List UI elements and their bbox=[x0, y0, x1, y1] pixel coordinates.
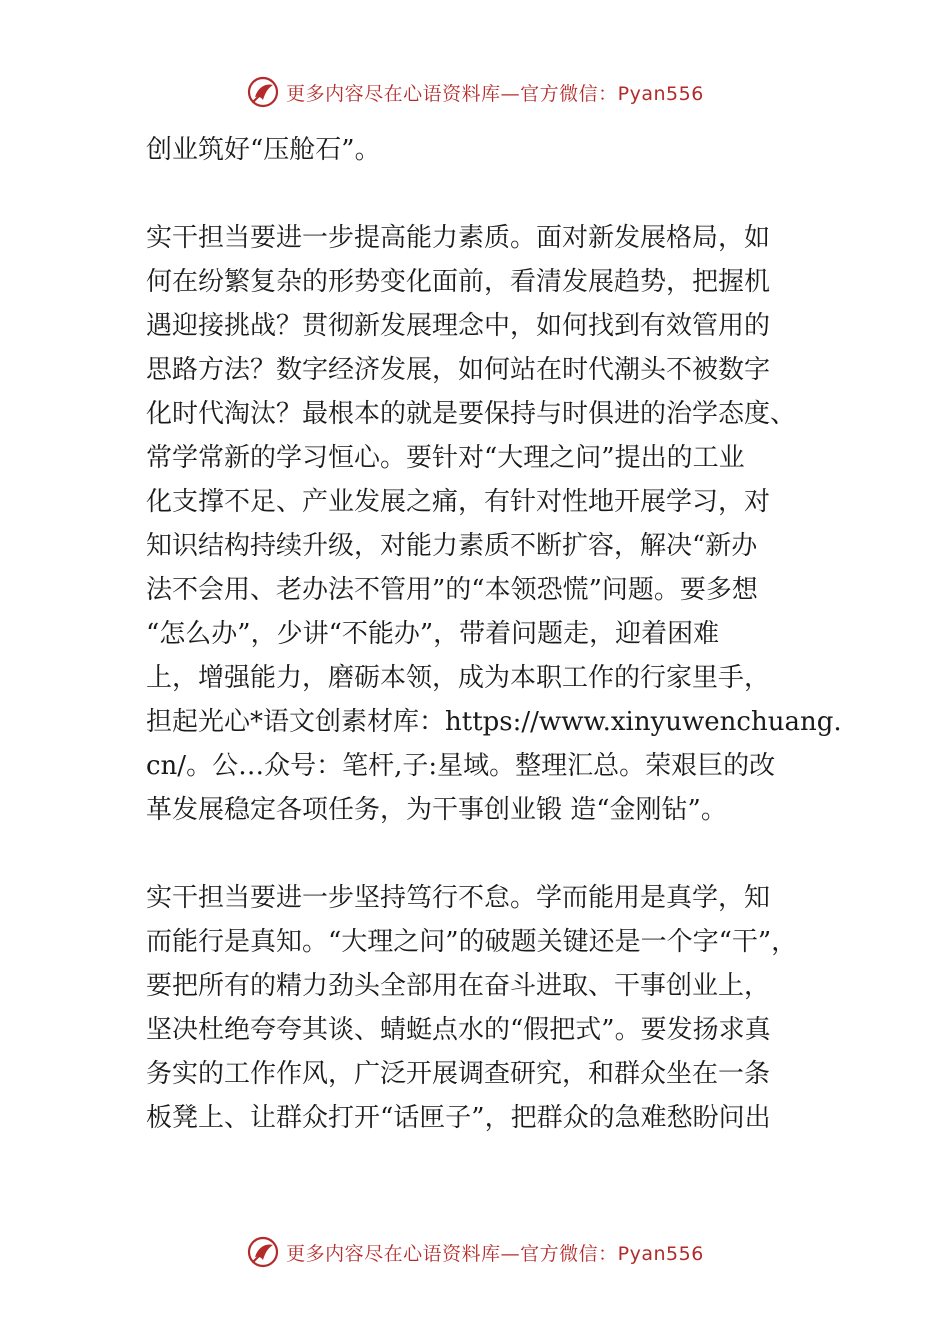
footer-banner bbox=[0, 1232, 950, 1272]
text-line: 遇迎接挑战？贯彻新发展理念中，如何找到有效管用的 bbox=[146, 311, 771, 341]
text-line: 上，增强能力，磨砺本领，成为本职工作的行家里手， bbox=[146, 663, 771, 693]
text-line: 常学常新的学习恒心。要针对“大理之问”提出的工业 bbox=[146, 443, 745, 473]
text-line: 法不会用、老办法不管用”的“本领恐慌”问题。要多想 bbox=[146, 575, 758, 605]
text-line: 革发展稳定各项任务，为干事创业锻 造“金刚钻”。 bbox=[146, 795, 727, 825]
banner-text: 更多内容尽在心语资料库—官方微信：Pyan556 bbox=[286, 1242, 704, 1265]
wechat-id: Pyan556 bbox=[617, 1242, 704, 1265]
text-line: 而能行是真知。“大理之问”的破题关键还是一个字“干”， bbox=[146, 927, 798, 957]
text-line: 实干担当要进一步坚持笃行不怠。学而能用是真学，知 bbox=[146, 883, 771, 913]
brand-logo-icon bbox=[246, 75, 280, 109]
brand-logo-icon bbox=[246, 1235, 280, 1269]
text-line: 务实的工作作风，广泛开展调查研究，和群众坐在一条 bbox=[146, 1059, 771, 1089]
text-line: 坚决杜绝夸夸其谈、蜻蜓点水的“假把式”。要发扬求真 bbox=[146, 1015, 771, 1045]
document-body bbox=[146, 128, 842, 1140]
text-line: 创业筑好“压舱石”。 bbox=[146, 135, 381, 165]
text-line: “怎么办”，少讲“不能办”，带着问题走，迎着困难 bbox=[146, 619, 720, 649]
text-line: 要把所有的精力劲头全部用在奋斗进取、干事创业上， bbox=[146, 971, 771, 1001]
banner-text: 更多内容尽在心语资料库—官方微信：Pyan556 bbox=[286, 82, 704, 105]
paragraph-3 bbox=[146, 876, 836, 1140]
text-line: 何在纷繁复杂的形势变化面前，看清发展趋势，把握机 bbox=[146, 267, 771, 297]
header-banner bbox=[0, 72, 950, 112]
text-line: 思路方法？数字经济发展，如何站在时代潮头不被数字 bbox=[146, 355, 771, 385]
wechat-id: Pyan556 bbox=[617, 82, 704, 105]
text-line: 知识结构持续升级，对能力素质不断扩容，解决“新办 bbox=[146, 531, 758, 561]
paragraph-2 bbox=[146, 216, 842, 832]
text-line: 担起光心*语文创素材库：https://www.xinyuwenchuang. bbox=[146, 707, 842, 737]
text-line: 化时代淘汰？最根本的就是要保持与时俱进的治学态度、 bbox=[146, 399, 797, 429]
text-line: 化支撑不足、产业发展之痛，有针对性地开展学习，对 bbox=[146, 487, 771, 517]
text-line: cn/。公…众号：笔杆,子:星域。整理汇总。荣艰巨的改 bbox=[146, 751, 776, 781]
text-line: 实干担当要进一步提高能力素质。面对新发展格局，如 bbox=[146, 223, 771, 253]
text-line: 板凳上、让群众打开“话匣子”，把群众的急难愁盼问出 bbox=[146, 1103, 771, 1133]
paragraph-1 bbox=[146, 128, 836, 172]
